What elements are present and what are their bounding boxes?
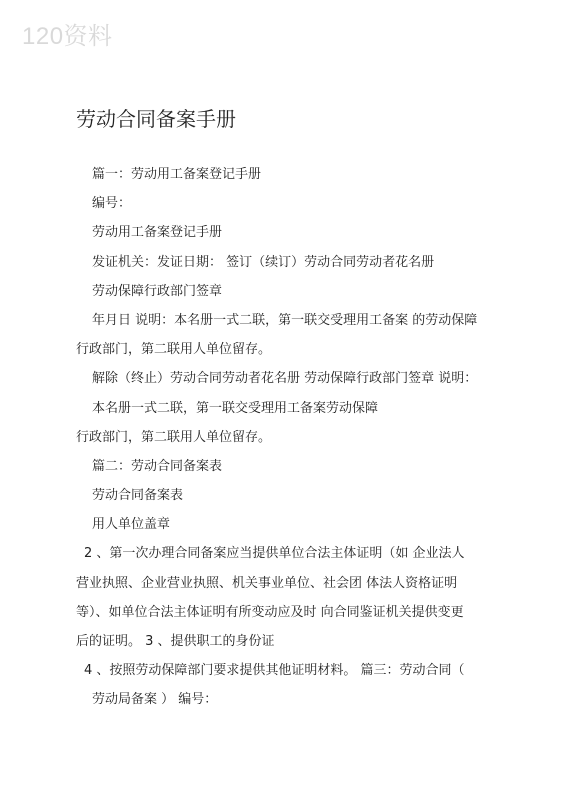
- text-line: 用人单位盖章: [92, 517, 171, 533]
- text-line: 劳动局备案 ） 编号：: [92, 692, 218, 708]
- document-body: [76, 160, 496, 715]
- text-line: 劳动用工备案登记手册: [92, 225, 223, 241]
- text-line: 2 、第一次办理合同备案应当提供单位合法主体证明（如 企业法人: [84, 546, 465, 562]
- text-line: 等）、如单位合法主体证明有所变动应及时 向合同鉴证机关提供变更: [76, 604, 464, 620]
- text-line: 本名册一式二联，第一联交受理用工备案劳动保障: [92, 400, 379, 416]
- text-line: 营业执照、企业营业执照、机关事业单位、社会团 体法人资格证明: [76, 575, 458, 591]
- text-line: 发证机关：发证日期： 签订（续订）劳动合同劳动者花名册: [92, 254, 435, 270]
- text-line: 篇二：劳动合同备案表: [92, 458, 223, 474]
- text-line: 年月日 说明：本名册一式二联，第一联交受理用工备案 的劳动保障: [92, 312, 478, 328]
- text-line: 篇一：劳动用工备案登记手册: [92, 167, 262, 182]
- text-line: 劳动保障行政部门签章: [92, 283, 223, 299]
- text-line: 劳动合同备案表: [92, 488, 184, 504]
- text-line: 编号：: [92, 196, 132, 212]
- document-title: 劳动合同备案手册: [76, 107, 236, 131]
- text-line: 行政部门，第二联用人单位留存。: [76, 342, 272, 358]
- text-line: 4 、按照劳动保障部门要求提供其他证明材料。 篇三：劳动合同（: [84, 663, 465, 679]
- text-line: 行政部门，第二联用人单位留存。: [76, 429, 272, 445]
- text-line: 后的证明。 3 、提供职工的身份证: [76, 634, 275, 649]
- watermark: 120资料: [22, 23, 113, 50]
- text-line: 解除（终止）劳动合同劳动者花名册 劳动保障行政部门签章 说明：: [92, 371, 478, 387]
